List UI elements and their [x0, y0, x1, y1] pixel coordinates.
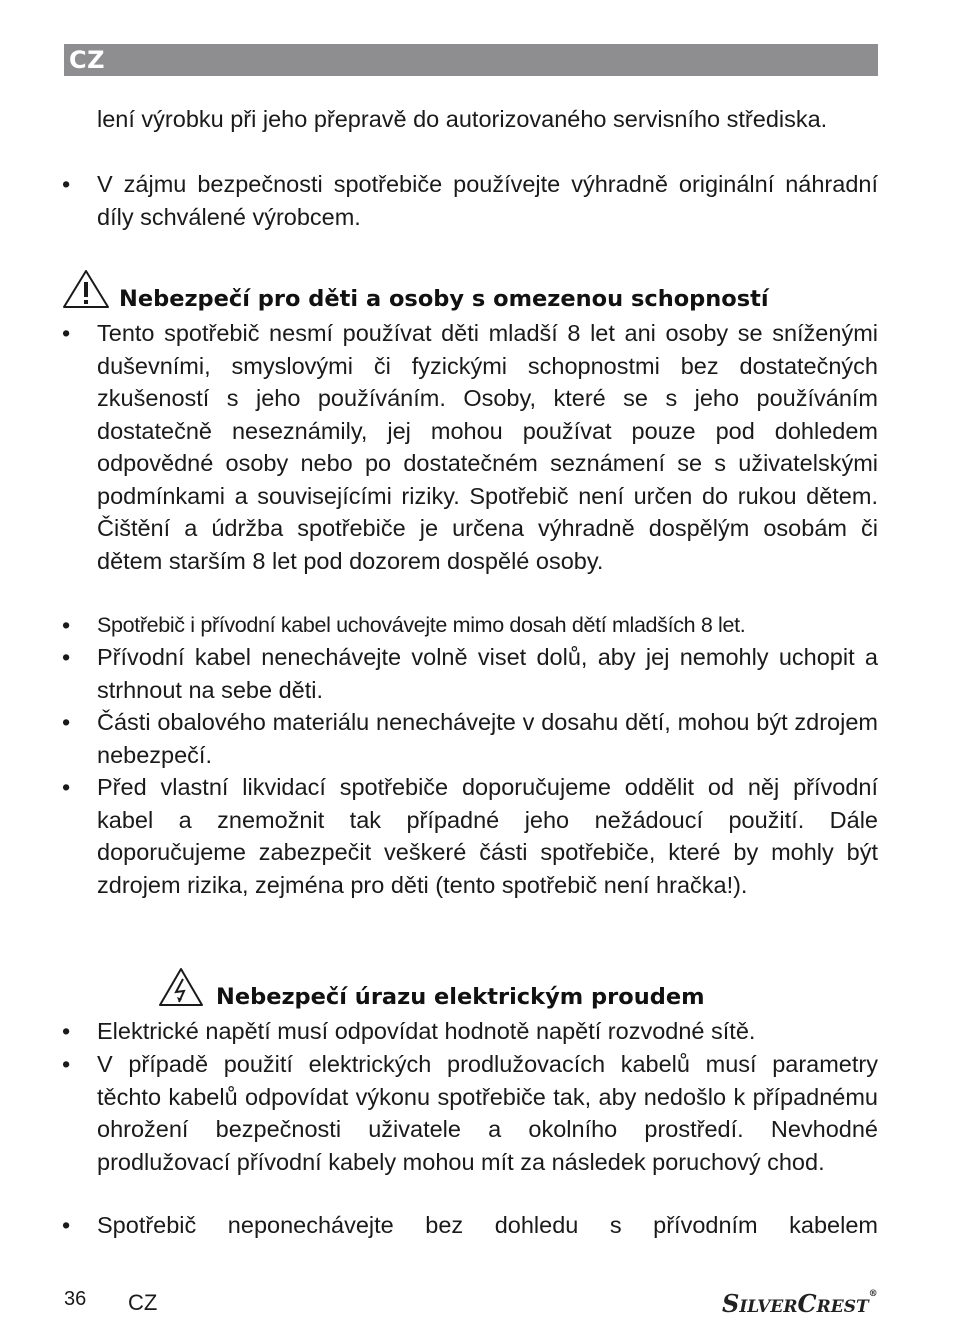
bullet: •: [62, 1212, 71, 1238]
list-item: Spotřebič neponechávejte bez dohledu s přívodním kabelem: [97, 1212, 878, 1238]
bullet: •: [62, 709, 71, 735]
list-item: Přívodní kabel nenechávejte volně viset dolů, aby jej nemohly uchopit a strhnout na sebe děti.: [97, 644, 878, 703]
page-number: 36: [64, 1288, 87, 1310]
list-item: Spotřebič i přívodní kabel uchovávejte mimo dosah dětí mladších 8 let.: [97, 613, 746, 637]
list-item: Elektrické napětí musí odpovídat hodnotě napětí rozvodné sítě.: [97, 1018, 756, 1044]
bullet: •: [62, 644, 71, 670]
bullet: •: [62, 612, 71, 638]
bullet: •: [62, 774, 71, 800]
list-item: V případě použití elektrických prodlužovacích kabelů musí parametry těchto kabelů odpovídat výkonu spotřebiče tak, aby nedošlo k případnému ohrožení bezpečnosti uživatele a okolního prostředí. Nevhodné prodlužovací přívodní kabely mohou mít za následek poruchový chod.: [97, 1051, 878, 1175]
bullet: •: [62, 171, 71, 197]
silvercrest-logo: SILVERCREST®: [722, 1289, 878, 1318]
bullet: •: [62, 320, 71, 346]
section-heading-children: Nebezpečí pro děti a osoby s omezenou schopností: [119, 286, 769, 312]
footer-language: CZ: [128, 1290, 158, 1315]
list-item: V zájmu bezpečnosti spotřebiče používejte výhradně originální náhradní díly schválené výrobcem.: [97, 171, 878, 230]
language-header-bar: [64, 44, 878, 76]
warning-triangle-icon: [62, 269, 110, 309]
list-item: Tento spotřebič nesmí používat děti mladší 8 let ani osoby se sníženými duševními, smyslovými či fyzickými schopnostmi bez dostatečných zkušeností s jeho používáním. Osoby, které se s jeho používáním dostatečně neseznámily, jej mohou používat pouze pod dohledem odpovědné osoby nebo po dostatečném seznámení se s uživatelskými podmínkami a souvisejícími riziky. Spotřebič není určen do rukou dětem. Čištění a údržba spotřebiče je určena výhradně dospělým osobám či dětem starším 8 let pod dozorem dospělé osoby.: [97, 320, 878, 574]
list-item: Před vlastní likvidací spotřebiče doporučujeme oddělit od něj přívodní kabel a znemožnit tak případné jeho nežádoucí použití. Dále doporučujeme zabezpečit veškeré části spotřebiče, které by mohly být zdrojem rizika, zejména pro děti (tento spotřebič není hračka!).: [97, 774, 878, 898]
bullet: •: [62, 1051, 71, 1077]
list-item: Části obalového materiálu nenechávejte v dosahu dětí, mohou být zdrojem nebezpečí.: [97, 709, 878, 768]
continued-paragraph: lení výrobku při jeho přepravě do autorizovaného servisního střediska.: [97, 106, 828, 132]
language-label: CZ: [69, 46, 106, 74]
section-heading-electric: Nebezpečí úrazu elektrickým proudem: [216, 984, 705, 1010]
bullet: •: [62, 1018, 71, 1044]
electric-shock-warning-icon: [158, 967, 204, 1007]
